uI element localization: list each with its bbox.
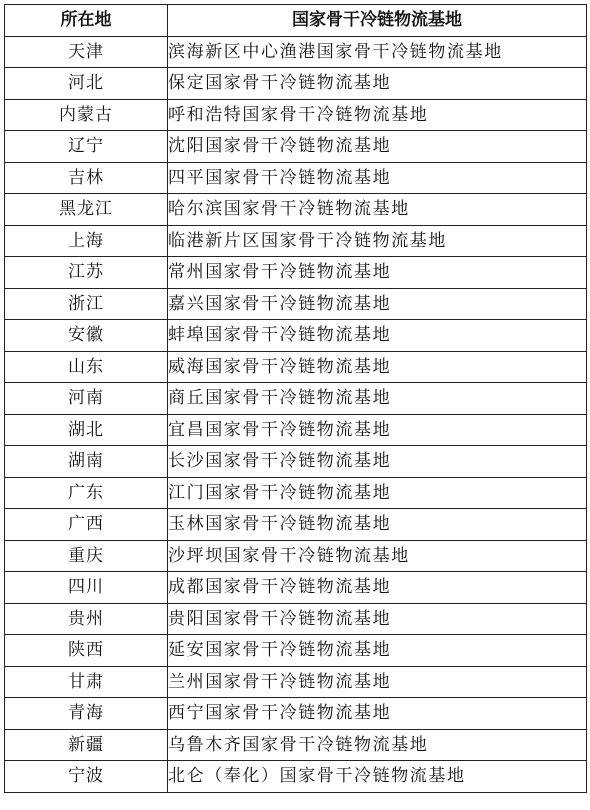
cell-base-name: 临港新片区国家骨干冷链物流基地	[168, 225, 587, 257]
cell-base-name: 玉林国家骨干冷链物流基地	[168, 509, 587, 541]
cell-base-name: 常州国家骨干冷链物流基地	[168, 257, 587, 289]
document-page	[4, 4, 586, 793]
cell-base-name: 成都国家骨干冷链物流基地	[168, 572, 587, 604]
cell-base-name: 嘉兴国家骨干冷链物流基地	[168, 288, 587, 320]
table-row	[5, 666, 587, 698]
cell-location: 湖南	[5, 446, 168, 478]
cell-location: 河南	[5, 383, 168, 415]
cell-location: 上海	[5, 225, 168, 257]
cell-location: 重庆	[5, 540, 168, 572]
cell-base-name: 乌鲁木齐国家骨干冷链物流基地	[168, 729, 587, 761]
cell-base-name: 西宁国家骨干冷链物流基地	[168, 698, 587, 730]
cell-location: 天津	[5, 36, 168, 68]
table-row	[5, 635, 587, 667]
cell-base-name: 沙坪坝国家骨干冷链物流基地	[168, 540, 587, 572]
cold-chain-base-table	[4, 4, 587, 793]
cell-base-name: 长沙国家骨干冷链物流基地	[168, 446, 587, 478]
cell-base-name: 保定国家骨干冷链物流基地	[168, 68, 587, 100]
cell-base-name: 江门国家骨干冷链物流基地	[168, 477, 587, 509]
cell-location: 内蒙古	[5, 99, 168, 131]
cell-base-name: 宜昌国家骨干冷链物流基地	[168, 414, 587, 446]
table-row	[5, 761, 587, 793]
cell-location: 广西	[5, 509, 168, 541]
cell-base-name: 商丘国家骨干冷链物流基地	[168, 383, 587, 415]
table-row	[5, 383, 587, 415]
table-row	[5, 351, 587, 383]
cell-location: 黑龙江	[5, 194, 168, 226]
cell-location: 安徽	[5, 320, 168, 352]
cell-base-name: 北仑（奉化）国家骨干冷链物流基地	[168, 761, 587, 793]
header-base: 国家骨干冷链物流基地	[168, 5, 587, 37]
cell-location: 浙江	[5, 288, 168, 320]
table-row	[5, 131, 587, 163]
cell-location: 河北	[5, 68, 168, 100]
header-location: 所在地	[5, 5, 168, 37]
cell-location: 新疆	[5, 729, 168, 761]
table-body	[5, 36, 587, 792]
table-row	[5, 194, 587, 226]
table-row	[5, 36, 587, 68]
cell-base-name: 滨海新区中心渔港国家骨干冷链物流基地	[168, 36, 587, 68]
table-row	[5, 320, 587, 352]
table-header-row	[5, 5, 587, 37]
cell-location: 江苏	[5, 257, 168, 289]
cell-base-name: 延安国家骨干冷链物流基地	[168, 635, 587, 667]
table-row	[5, 729, 587, 761]
table-row	[5, 446, 587, 478]
cell-base-name: 兰州国家骨干冷链物流基地	[168, 666, 587, 698]
cell-location: 甘肃	[5, 666, 168, 698]
table-row	[5, 225, 587, 257]
cell-base-name: 沈阳国家骨干冷链物流基地	[168, 131, 587, 163]
cell-location: 青海	[5, 698, 168, 730]
table-row	[5, 540, 587, 572]
cell-location: 四川	[5, 572, 168, 604]
table-row	[5, 288, 587, 320]
cell-location: 广东	[5, 477, 168, 509]
cell-base-name: 威海国家骨干冷链物流基地	[168, 351, 587, 383]
cell-base-name: 贵阳国家骨干冷链物流基地	[168, 603, 587, 635]
table-row	[5, 162, 587, 194]
cell-location: 山东	[5, 351, 168, 383]
cell-base-name: 哈尔滨国家骨干冷链物流基地	[168, 194, 587, 226]
cell-location: 宁波	[5, 761, 168, 793]
cell-location: 吉林	[5, 162, 168, 194]
cell-base-name: 蚌埠国家骨干冷链物流基地	[168, 320, 587, 352]
table-row	[5, 698, 587, 730]
cell-location: 辽宁	[5, 131, 168, 163]
cell-base-name: 呼和浩特国家骨干冷链物流基地	[168, 99, 587, 131]
table-row	[5, 477, 587, 509]
table-row	[5, 68, 587, 100]
cell-location: 湖北	[5, 414, 168, 446]
table-row	[5, 603, 587, 635]
cell-location: 陕西	[5, 635, 168, 667]
table-row	[5, 257, 587, 289]
cell-location: 贵州	[5, 603, 168, 635]
table-row	[5, 414, 587, 446]
cell-base-name: 四平国家骨干冷链物流基地	[168, 162, 587, 194]
table-row	[5, 509, 587, 541]
table-row	[5, 99, 587, 131]
table-row	[5, 572, 587, 604]
